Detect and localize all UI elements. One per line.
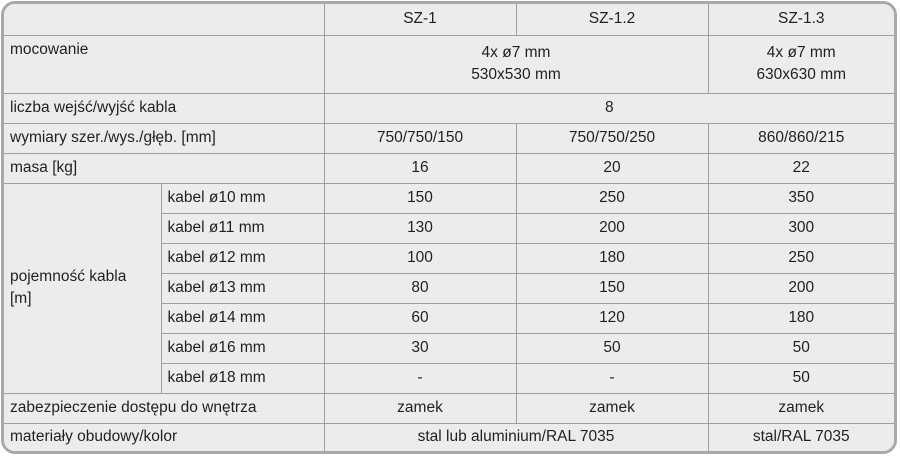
label-liczba: liczba wejść/wyjść kabla	[4, 93, 324, 123]
value-kabel-11-sz1: 130	[324, 213, 516, 243]
label-kabel-10: kabel ø10 mm	[161, 183, 324, 213]
pojemnosc-label-line1: pojemność kabla	[10, 268, 127, 285]
value-kabel-13-sz1: 80	[324, 273, 516, 303]
mocowanie-b-line2: 630x630 mm	[756, 66, 847, 83]
value-kabel-12-sz1: 100	[324, 243, 516, 273]
value-kabel-16-sz12: 50	[516, 333, 708, 363]
value-masa-sz13: 22	[708, 153, 894, 183]
header-sz-1: SZ-1	[324, 4, 516, 35]
label-materialy: materiały obudowy/kolor	[4, 423, 324, 451]
value-zabezpieczenie-sz1: zamek	[324, 393, 516, 423]
label-mocowanie: mocowanie	[4, 35, 324, 93]
row-liczba	[4, 93, 894, 123]
header-empty-cell	[4, 4, 324, 35]
label-kabel-11: kabel ø11 mm	[161, 213, 324, 243]
value-kabel-12-sz12: 180	[516, 243, 708, 273]
row-zabezpieczenie	[4, 393, 894, 423]
value-wymiary-sz12: 750/750/250	[516, 123, 708, 153]
value-kabel-14-sz12: 120	[516, 303, 708, 333]
value-kabel-16-sz13: 50	[708, 333, 894, 363]
value-kabel-12-sz13: 250	[708, 243, 894, 273]
value-kabel-14-sz13: 180	[708, 303, 894, 333]
value-kabel-14-sz1: 60	[324, 303, 516, 333]
value-kabel-16-sz1: 30	[324, 333, 516, 363]
value-kabel-13-sz12: 150	[516, 273, 708, 303]
mocowanie-a-line2: 530x530 mm	[471, 66, 561, 83]
label-zabezpieczenie: zabezpieczenie dostępu do wnętrza	[4, 393, 324, 423]
value-kabel-18-sz12: -	[516, 363, 708, 393]
value-zabezpieczenie-sz13: zamek	[708, 393, 894, 423]
header-row	[4, 4, 894, 35]
mocowanie-a-line1: 4x ø7 mm	[481, 44, 551, 61]
label-kabel-18: kabel ø18 mm	[161, 363, 324, 393]
label-kabel-16: kabel ø16 mm	[161, 333, 324, 363]
value-kabel-11-sz12: 200	[516, 213, 708, 243]
pojemnosc-label-line2: [m]	[10, 290, 32, 307]
value-kabel-11-sz13: 300	[708, 213, 894, 243]
value-materialy-sz13: stal/RAL 7035	[708, 423, 894, 451]
value-mocowanie-sz13	[708, 35, 894, 93]
spec-table	[4, 4, 894, 451]
label-kabel-12: kabel ø12 mm	[161, 243, 324, 273]
row-masa	[4, 153, 894, 183]
row-wymiary	[4, 123, 894, 153]
value-liczba: 8	[324, 93, 894, 123]
label-kabel-14: kabel ø14 mm	[161, 303, 324, 333]
header-sz-1-3: SZ-1.3	[708, 4, 894, 35]
header-sz-1-2: SZ-1.2	[516, 4, 708, 35]
row-materialy	[4, 423, 894, 451]
value-kabel-18-sz1: -	[324, 363, 516, 393]
label-pojemnosc	[4, 183, 161, 393]
value-kabel-10-sz12: 250	[516, 183, 708, 213]
row-kabel-10	[4, 183, 894, 213]
label-masa: masa [kg]	[4, 153, 324, 183]
value-kabel-18-sz13: 50	[708, 363, 894, 393]
value-materialy-sz1-sz12: stal lub aluminium/RAL 7035	[324, 423, 708, 451]
value-kabel-10-sz13: 350	[708, 183, 894, 213]
value-wymiary-sz1: 750/750/150	[324, 123, 516, 153]
label-wymiary: wymiary szer./wys./głęb. [mm]	[4, 123, 324, 153]
value-kabel-13-sz13: 200	[708, 273, 894, 303]
row-mocowanie	[4, 35, 894, 93]
value-masa-sz1: 16	[324, 153, 516, 183]
spec-table-frame	[1, 1, 897, 454]
label-kabel-13: kabel ø13 mm	[161, 273, 324, 303]
value-kabel-10-sz1: 150	[324, 183, 516, 213]
value-masa-sz12: 20	[516, 153, 708, 183]
mocowanie-b-line1: 4x ø7 mm	[766, 44, 836, 61]
value-wymiary-sz13: 860/860/215	[708, 123, 894, 153]
value-zabezpieczenie-sz12: zamek	[516, 393, 708, 423]
value-mocowanie-sz1-sz12	[324, 35, 708, 93]
